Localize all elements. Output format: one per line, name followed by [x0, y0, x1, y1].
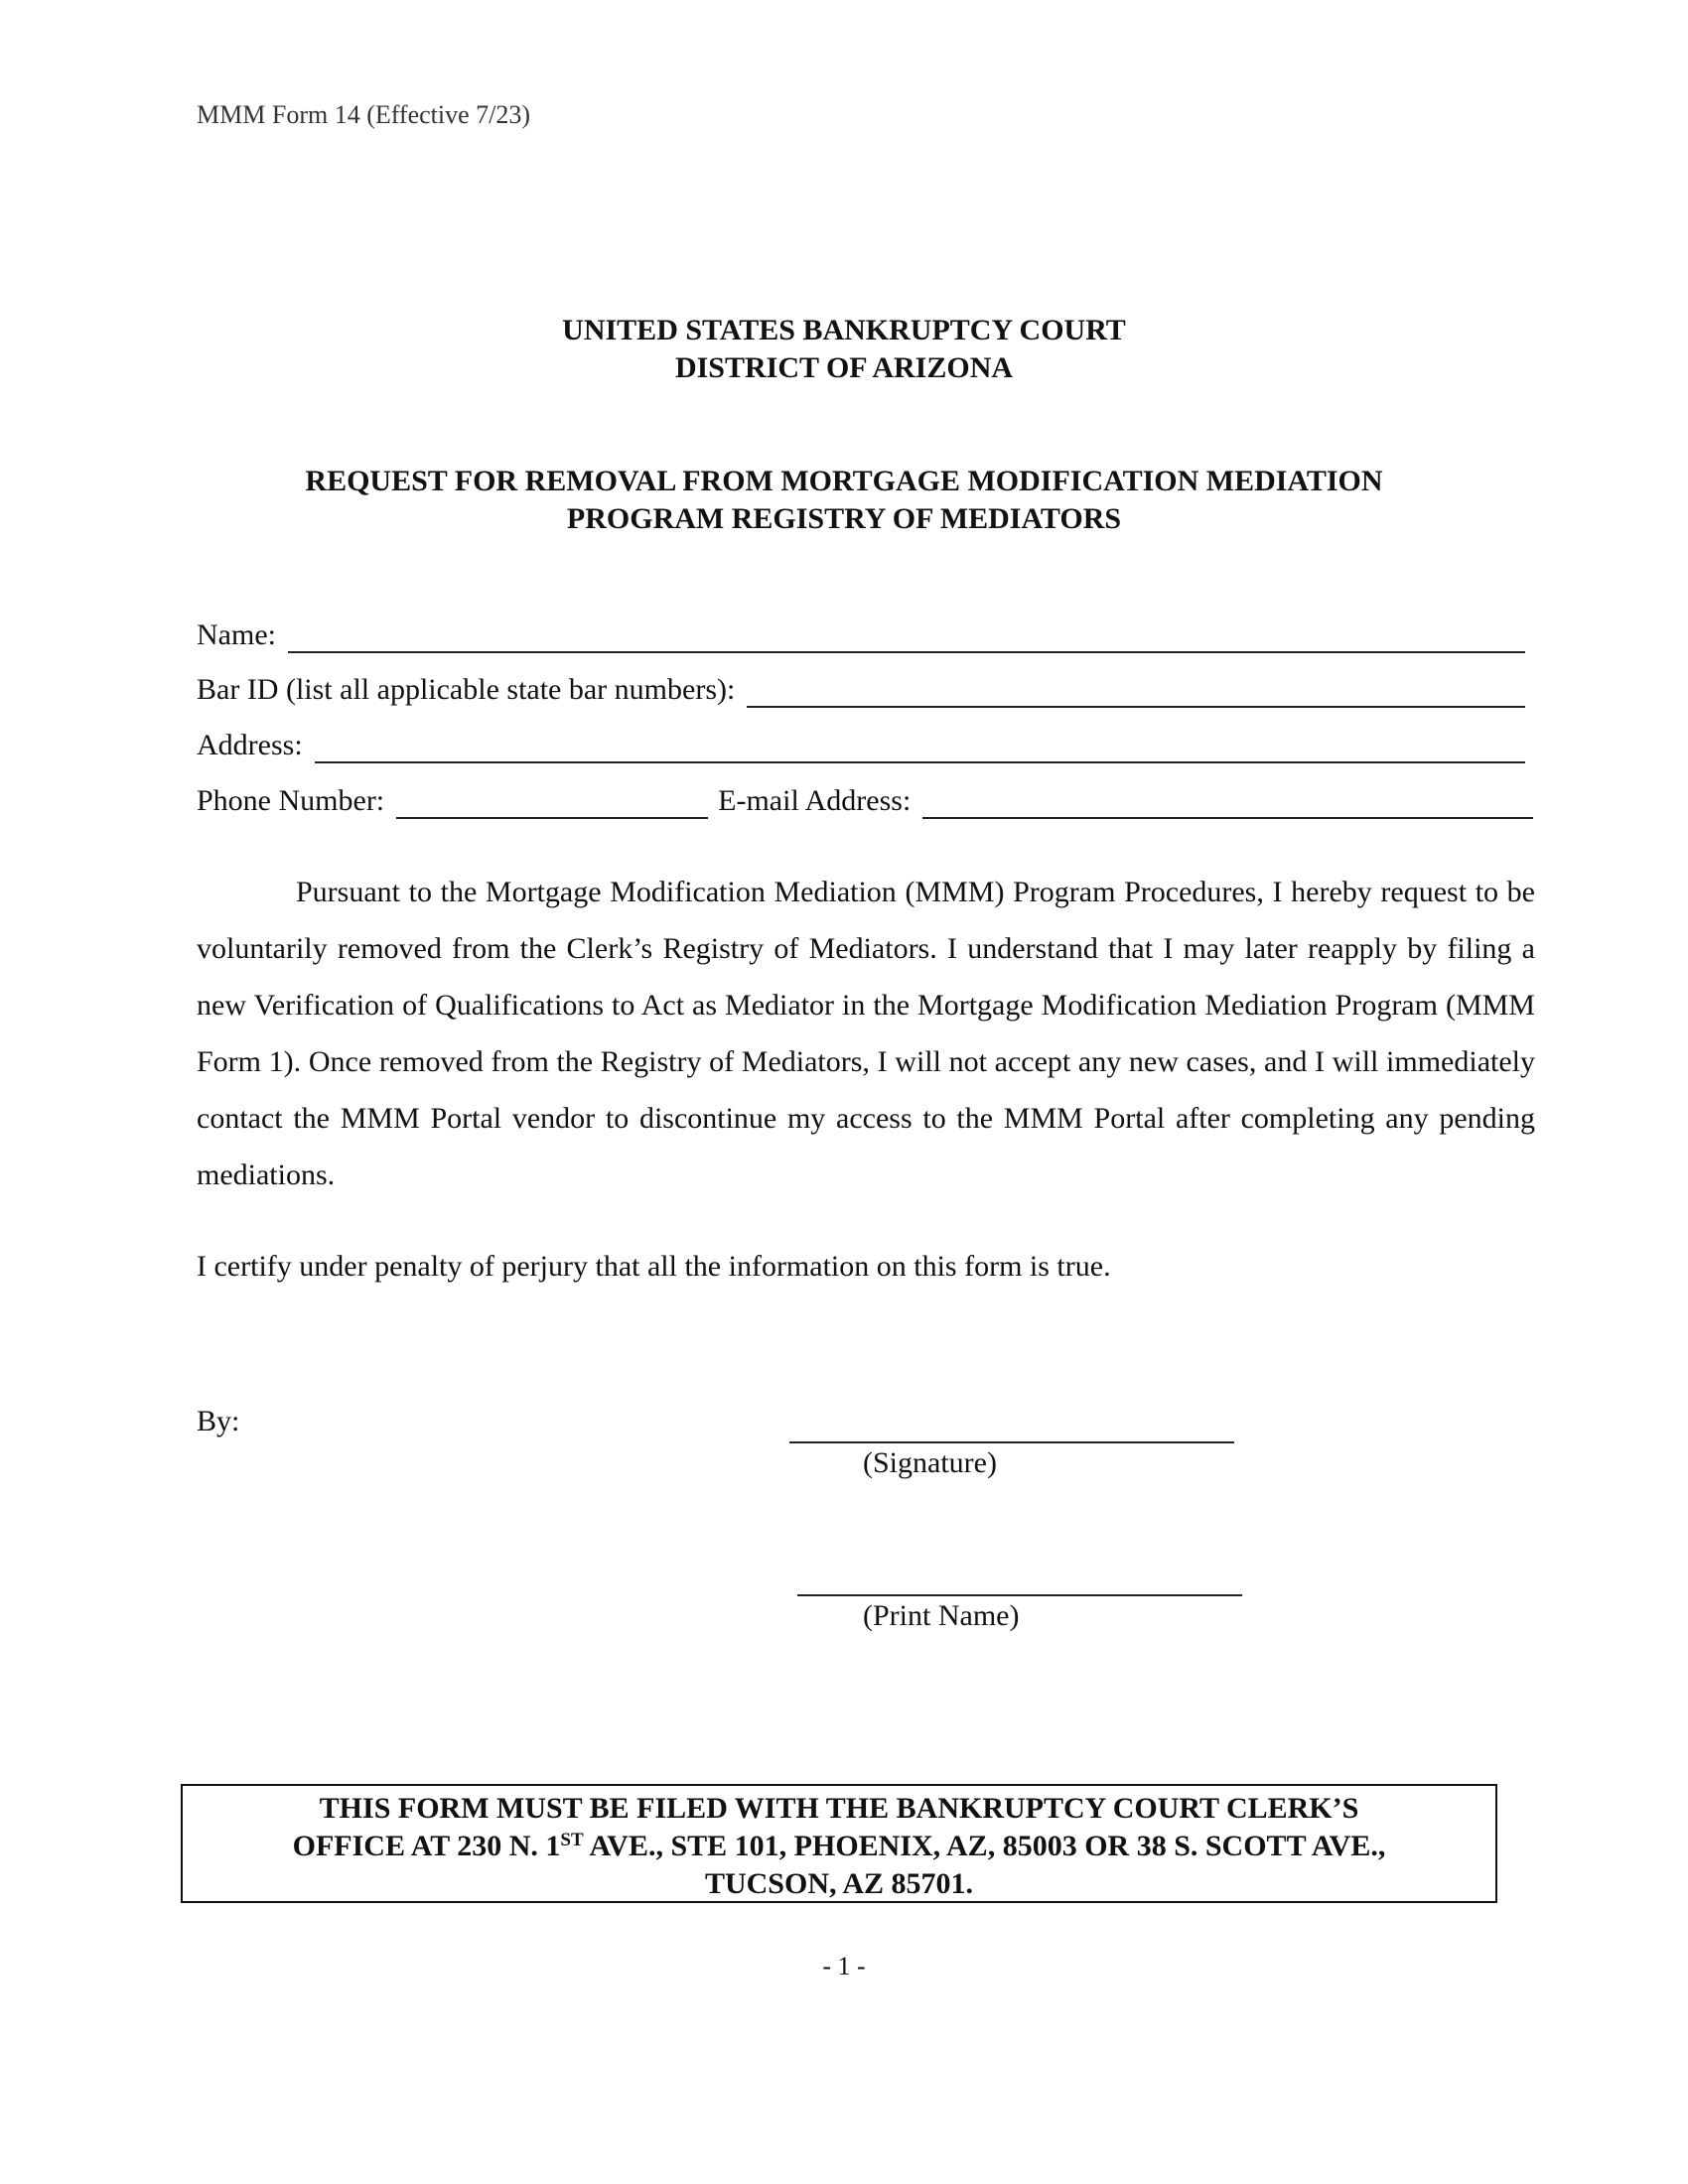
phone-field[interactable] [396, 787, 708, 819]
email-label: E-mail Address: [718, 784, 912, 817]
name-row [197, 614, 1525, 653]
notice-line-3: TUCSON, AZ 85701. [704, 1867, 974, 1900]
notice-line-2-end: AVE., STE 101, PHOENIX, AZ, 85003 OR 38 S. SCOTT AVE., [583, 1830, 1386, 1862]
bar-id-label: Bar ID (list all applicable state bar numbers): [197, 673, 736, 706]
court-name: UNITED STATES BANKRUPTCY COURT [562, 314, 1126, 346]
print-name-caption: (Print Name) [863, 1599, 1020, 1632]
request-paragraph: Pursuant to the Mortgage Modification Mediation (MMM) Program Procedures, I hereby request to be voluntarily removed from the Clerk’s Registry of Mediators. I understand that I may later reapply by filing a new Verification of Qualifications to Act as Mediator in the Mortgage Modification Mediation Program (MMM Form 1). Once removed from the Registry of Mediators, I will not accept any new cases, and I will immediately contact the MMM Portal vendor to discontinue my access to the MMM Portal after completing any pending mediations. [197, 876, 1535, 1191]
form-title [0, 463, 1688, 538]
notice-line-2 [183, 1828, 1495, 1865]
court-heading [0, 312, 1688, 387]
court-district: DISTRICT OF ARIZONA [674, 351, 1014, 384]
notice-line-1: THIS FORM MUST BE FILED WITH THE BANKRUPTCY COURT CLERK’S [319, 1792, 1359, 1825]
notice-line-2-start: OFFICE AT 230 N. 1 [292, 1830, 561, 1862]
bar-id-row [197, 668, 1525, 708]
bar-id-field[interactable] [747, 676, 1525, 708]
page-number: - 1 - [822, 1952, 866, 1980]
address-label: Address: [197, 729, 303, 761]
form-title-line-1: REQUEST FOR REMOVAL FROM MORTGAGE MODIFICATION MEDIATION [305, 465, 1383, 497]
print-name-line[interactable] [797, 1594, 1242, 1596]
form-title-line-2: PROGRAM REGISTRY OF MEDIATORS [566, 502, 1122, 535]
by-label: By: [197, 1405, 240, 1437]
form-reference: MMM Form 14 (Effective 7/23) [197, 100, 531, 129]
email-field[interactable] [922, 787, 1533, 819]
signature-line[interactable] [789, 1441, 1234, 1443]
name-label: Name: [197, 618, 276, 651]
address-field[interactable] [315, 732, 1525, 763]
name-field[interactable] [288, 621, 1525, 653]
address-row [197, 724, 1525, 763]
notice-superscript: ST [560, 1830, 584, 1850]
signature-caption: (Signature) [863, 1446, 997, 1479]
phone-label: Phone Number: [197, 784, 385, 817]
contact-row [197, 779, 1533, 819]
certification-statement: I certify under penalty of perjury that all the information on this form is true. [197, 1250, 1111, 1283]
filing-notice-box [181, 1784, 1497, 1903]
